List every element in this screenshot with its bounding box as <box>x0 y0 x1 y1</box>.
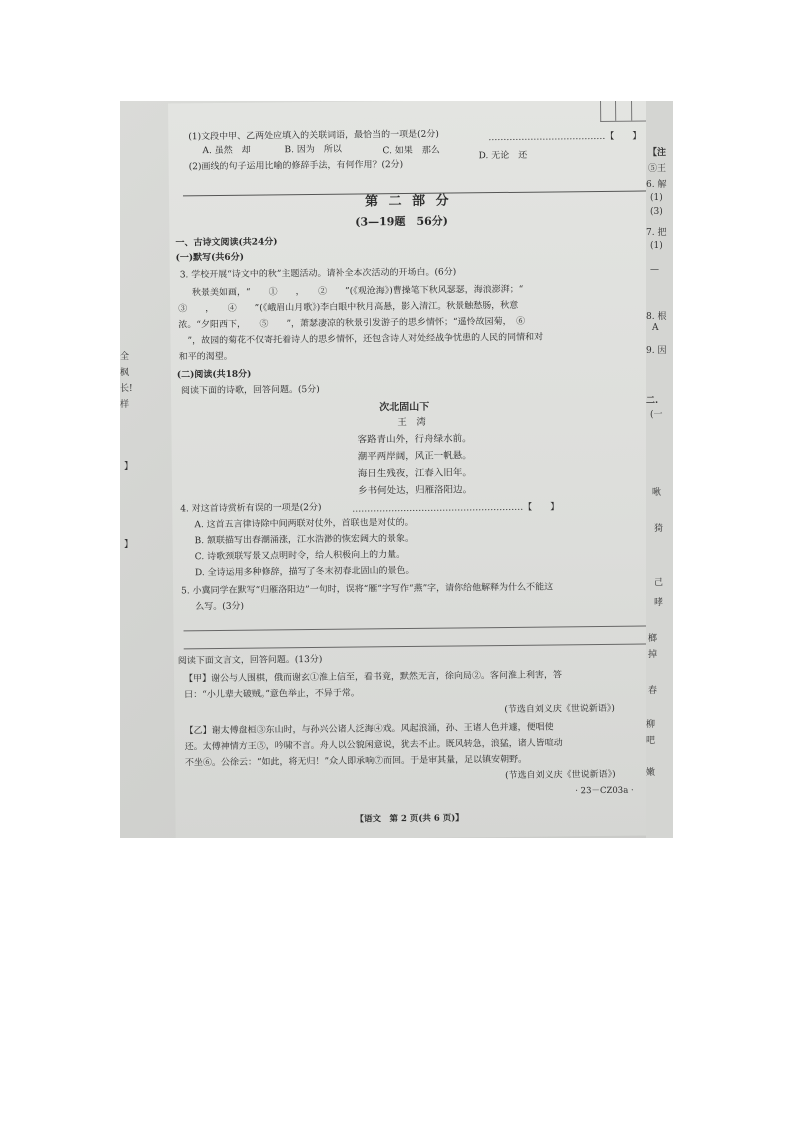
option-b: B. 因为 所以 <box>284 144 342 156</box>
option-d: D. 全诗运用多种修辞，描写了冬末初春北固山的景色。 <box>194 565 415 579</box>
question-3-line: ”，故园的菊花不仅寄托着诗人的思乡情怀，还包含诗人对处经战争忧患的人民的同情和对 <box>178 332 544 347</box>
passage-jia-line: 曰：“小儿辈大破贼。”意色举止，不异于常。 <box>184 688 360 701</box>
margin-fragment: (1) <box>650 193 663 203</box>
section-classical: 一、古诗文阅读(共24分) <box>175 237 278 249</box>
margin-fragment: 啾 <box>652 488 662 498</box>
margin-fragment: 9. 因 <box>646 346 667 356</box>
question-5-line: 么写。(3分) <box>195 601 245 613</box>
option-d: D. 无论 还 <box>478 150 528 162</box>
margin-fragment: 枫 <box>120 368 130 378</box>
margin-fragment: 二. <box>646 396 659 406</box>
margin-fragment: 吧 <box>646 736 656 746</box>
part-subtitle: (3—19题 56分) <box>355 214 449 229</box>
passage-yi-source: (节选自刘义庆《世说新语》) <box>505 769 616 782</box>
page-number: 【语文 第 2 页(共 6 页)】 <box>355 813 464 825</box>
section-reading: (二)阅读(共18分) <box>176 369 252 381</box>
margin-fragment: 己 <box>654 578 664 588</box>
margin-fragment: 6. 解 <box>646 180 667 190</box>
option-b: B. 颔联描写出春潮涌涨，江水浩渺的恢宏阔大的景象。 <box>194 533 414 547</box>
option-a: A. 这首五言律诗除中间两联对仗外，首联也是对仗的。 <box>194 517 414 531</box>
question-3-line: 秋景美如画，“ ① ， ② ”(《观沧海》)曹操笔下秋风瑟瑟，海浪澎湃；“ <box>191 284 542 299</box>
poem-title: 次北固山下 <box>379 401 430 414</box>
right-adjacent-page <box>646 101 673 838</box>
section-dictation: (一)默写(共6分) <box>175 252 244 264</box>
poem-intro: 阅读下面的诗歌，回答问题。(5分) <box>180 384 320 397</box>
question-3-line: 浓。“夕阳西下， ⑤ ”，萧瑟凄凉的秋景引发游子的思乡情怀；“遥怜故园菊， ⑥ <box>178 316 526 331</box>
question-2-stem: (2)画线的句子运用比喻的修辞手法，有何作用？(2分) <box>188 160 404 173</box>
exam-page <box>168 101 654 838</box>
question-3-line: 3. 学校开展“诗文中的秋”主题活动。请补全本次活动的开场白。(6分) <box>179 267 457 281</box>
passage-yi-line: 还。太傅神情方王⑤，吟啸不言。舟人以公貌闲意说，犹去不止。既风转急，浪猛，诸人皆喧动 <box>184 738 563 753</box>
margin-fragment: 】 <box>124 540 134 550</box>
margin-fragment: 嫩 <box>646 768 656 778</box>
question-1-answer-slot: …………………………………【 】 <box>488 131 642 144</box>
poem-line: 乡书何处达，归雁洛阳边。 <box>358 484 473 497</box>
margin-fragment: 猗 <box>654 524 664 534</box>
margin-fragment: 样 <box>120 400 130 410</box>
margin-fragment: 长! <box>120 384 133 394</box>
answer-line[interactable] <box>184 625 656 631</box>
margin-fragment: 【注 <box>648 148 667 158</box>
margin-fragment: ⑤王 <box>648 164 667 174</box>
wenyan-intro: 阅读下面文言文，回答问题。(13分) <box>177 654 323 667</box>
margin-fragment: 柳 <box>646 720 656 730</box>
margin-fragment: A <box>652 323 659 333</box>
part-title: 第 二 部 分 <box>364 193 452 210</box>
option-c: C. 诗歌颈联写景又点明时令，给人积极向上的力量。 <box>194 550 406 563</box>
question-3-line: ③ ， ④ ”(《峨眉山月歌》)李白眼中秋月高悬，影入清江。秋景触愁肠，秋意 <box>178 300 519 315</box>
margin-fragment: (3) <box>650 207 663 217</box>
poem-line: 潮平两岸阔，风正一帆悬。 <box>357 450 472 463</box>
margin-fragment: 】 <box>124 462 134 472</box>
option-a: A. 虽然 却 <box>202 145 251 157</box>
left-adjacent-page <box>120 101 168 838</box>
margin-fragment: 8. 根 <box>646 312 667 322</box>
passage-yi-line: 【乙】谢太傅盘桓③东山时，与孙兴公诸人泛海④戏。风起浪涌，孙、王诸人色并遽，便唱使 <box>184 722 554 737</box>
margin-fragment: — <box>650 265 659 275</box>
margin-fragment: 哮 <box>654 598 664 608</box>
poem-line: 海日生残夜，江春入旧年。 <box>357 467 472 480</box>
margin-fragment: 掉 <box>648 650 658 660</box>
passage-jia-line: 【甲】谢公与人围棋，俄而谢玄①淮上信至，看书竟，默然无言，徐向局②。客问淮上利害，答 <box>183 670 563 685</box>
question-1-stem: (1)文段中甲、乙两处应填入的关联词语，最恰当的一项是(2分) <box>188 129 439 143</box>
photo-frame <box>120 101 673 838</box>
margin-fragment: 榔 <box>648 634 658 644</box>
question-5-line: 5. 小冀同学在默写“归雁洛阳边”一句时，误将“雁”字写作“燕”字，请你给他解释为什么不能这 <box>181 582 554 597</box>
poem-line: 客路青山外，行舟绿水前。 <box>357 433 472 446</box>
passage-yi-line: 不坐⑥。公徐云：“如此，将无归！”众人即承响⑦而回。于是审其量，足以镇安朝野。 <box>184 754 528 769</box>
question-4-stem: 4. 对这首诗赏析有误的一项是(2分) <box>180 502 322 515</box>
question-4-answer-slot: …………………………………………………【 】 <box>352 502 560 515</box>
passage-jia-source: (节选自刘义庆《世说新语》) <box>504 703 615 716</box>
margin-fragment: 7. 把 <box>646 228 667 238</box>
question-3-line: 和平的渴望。 <box>178 351 233 363</box>
answer-line[interactable] <box>184 643 656 649</box>
option-c: C. 如果 那么 <box>382 145 440 157</box>
margin-fragment: (一 <box>650 410 663 420</box>
margin-fragment: 全 <box>120 352 130 362</box>
page-code: · 23－CZ03a · <box>575 785 634 797</box>
margin-fragment: (1) <box>650 241 663 251</box>
poem-author: 王 湾 <box>397 416 426 429</box>
margin-fragment: 春 <box>648 686 658 696</box>
score-table-edge <box>600 101 647 122</box>
